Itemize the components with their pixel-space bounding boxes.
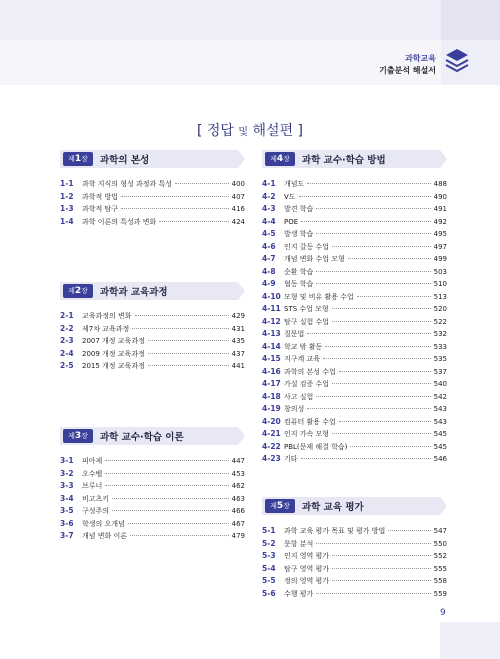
toc-number: 3-2 [60,468,74,478]
toc-entry[interactable] [262,242,447,255]
toc-entry[interactable] [60,494,245,507]
toc-title: 발생 학습 [284,230,314,238]
toc-number: 4-2 [262,191,276,201]
toc-page: 463 [231,494,245,503]
toc-number: 3-7 [60,531,74,540]
brand-line2: 기출분석 해설서 [379,66,436,75]
toc-number: 4-18 [262,391,281,401]
toc-page: 499 [433,255,447,263]
toc-number: 4-16 [262,366,281,376]
toc-page: 492 [433,217,447,226]
toc-title: 탐구 영역 평가 [284,564,330,573]
toc-leader [135,315,229,316]
toc-title: 인지 갈등 수업 [284,242,330,251]
toc-entry[interactable] [262,576,447,589]
toc-entry[interactable] [60,506,245,519]
toc-title: 과학 교육 평가 목표 및 평가 방법 [284,527,386,535]
toc-entry[interactable] [262,254,447,267]
toc-number: 4-12 [262,316,281,326]
toc-number: 2-3 [60,336,74,345]
toc-title: 질문법 [284,330,305,338]
toc-page: 490 [433,192,447,201]
toc-number: 4-20 [262,416,281,426]
toc-page: 550 [433,539,447,548]
toc-number: 4-5 [262,229,276,238]
toc-number: 4-11 [262,304,281,313]
toc-leader [339,421,431,422]
toc-page: 431 [231,324,245,333]
toc-leader [388,530,430,531]
toc-leader [332,308,431,309]
title-main: 정답 [206,123,239,139]
toc-page: 545 [433,430,447,438]
toc-number: 4-8 [262,266,276,276]
title-rest: 해설편 ] [248,123,304,139]
toc-leader [159,221,228,222]
toc-leader [316,543,430,544]
toc-page: 416 [231,205,245,213]
toc-number: 5-1 [262,526,276,535]
toc-leader [121,208,229,209]
toc-leader [332,321,431,322]
toc-entry[interactable] [60,361,245,374]
toc-leader [332,383,431,384]
toc-page: 547 [433,527,447,535]
chapter-5-header [262,497,447,515]
toc-title: PBL(문제 해결 학습) [284,442,348,451]
toc-page: 441 [231,362,245,370]
toc-entry[interactable] [262,317,447,330]
chapter-2-header [60,282,245,300]
toc-leader [316,233,430,234]
toc-leader [307,333,430,334]
toc-entry[interactable] [262,342,447,355]
top-right-band [441,0,500,40]
toc-entry[interactable] [60,349,245,362]
toc-number: 3-6 [60,518,74,528]
toc-title: POE [284,217,299,226]
toc-page: 479 [231,532,245,540]
toc-number: 1-4 [60,216,74,226]
toc-page: 543 [433,405,447,413]
toc-entry[interactable] [262,304,447,317]
chapter-title: 과학 교육 평가 [302,502,364,513]
chapter-badge: 제2장 [68,286,88,296]
toc-number: 1-2 [60,191,74,201]
toc-entry[interactable] [60,456,245,469]
toc-title: 개념 변화 이론 [82,532,128,540]
toc-entry[interactable] [262,367,447,380]
toc-entry[interactable] [60,531,245,544]
toc-number: 3-5 [60,506,74,515]
toc-page: 559 [433,589,447,598]
toc-leader [148,340,229,341]
page-number: 9 [440,608,446,618]
toc-number: 4-3 [262,204,276,213]
toc-entry[interactable] [262,392,447,405]
toc-title: 개념도 [284,180,305,188]
toc-title: 브루너 [82,482,103,490]
toc-entry[interactable] [262,267,447,280]
toc-number: 4-10 [262,291,281,301]
chapter-badge: 제5장 [270,501,290,511]
toc-title: 교육과정의 변화 [82,312,132,320]
toc-page: 520 [433,305,447,313]
toc-title: 순환 학습 [284,267,314,276]
toc-leader [339,371,431,372]
toc-number: 4-7 [262,254,276,263]
toc-title: 가설 검증 수업 [284,380,330,388]
toc-entry[interactable] [262,329,447,342]
toc-page: 510 [433,280,447,288]
toc-page: 437 [231,349,245,358]
chapter-3-header [60,427,245,445]
toc-number: 4-22 [262,441,281,451]
toc-page: 467 [231,519,245,528]
toc-page: 453 [231,469,245,478]
toc-page: 513 [433,292,447,301]
toc-entry[interactable] [262,539,447,552]
toc-entry[interactable] [262,429,447,442]
toc-title: 탐구 실험 수업 [284,317,330,326]
toc-leader [332,433,431,434]
toc-page: 400 [231,180,245,188]
toc-title: 협동 학습 [284,280,314,288]
top-band [0,0,500,40]
toc-page: 540 [433,380,447,388]
chapter-2-list [60,311,245,374]
toc-entry[interactable] [262,379,447,392]
toc-entry[interactable] [262,204,447,217]
toc-page: 558 [433,577,447,585]
toc-leader [105,485,228,486]
toc-title: 과학적 방법 [82,192,119,201]
toc-page: 552 [433,552,447,560]
toc-entry[interactable] [60,481,245,494]
toc-title: 개념 변화 수업 모형 [284,255,345,263]
toc-number: 2-5 [60,361,74,370]
toc-number: 1-1 [60,179,74,188]
chapter-badge: 제1장 [68,154,88,164]
toc-entry[interactable] [262,526,447,539]
toc-number: 2-2 [60,323,74,333]
toc-title: 2007 개정 교육과정 [82,337,145,345]
page-title [0,120,500,140]
toc-page: 447 [231,457,245,465]
toc-entry[interactable] [262,442,447,455]
toc-title: 창의성 [284,405,305,413]
toc-leader [130,535,229,536]
toc-entry[interactable] [262,279,447,292]
toc-number: 4-23 [262,454,281,463]
toc-title: 오수벨 [82,469,103,478]
toc-title: 제7차 교육과정 [82,324,130,333]
chapter-badge: 제4장 [270,154,290,164]
toc-page: 546 [433,455,447,463]
toc-leader [348,258,431,259]
toc-title: 수행 평가 [284,589,314,598]
toc-number: 4-19 [262,404,281,413]
toc-leader [332,580,431,581]
toc-leader [316,271,430,272]
toc-number: 4-14 [262,341,281,351]
toc-leader [316,396,430,397]
toc-number: 4-6 [262,241,276,251]
toc-title: 비고츠키 [82,494,110,503]
toc-number: 2-1 [60,311,74,320]
toc-leader [148,353,229,354]
toc-title: 인지 영역 평가 [284,552,330,560]
toc-number: 3-4 [60,493,74,503]
brand-line1: 과학교육 [405,54,436,63]
toc-entry[interactable] [262,354,447,367]
toc-entry[interactable] [60,469,245,482]
toc-leader [299,196,431,197]
toc-page: 522 [433,317,447,326]
toc-leader [112,498,229,499]
chapter-title: 과학 교수·학습 이론 [100,432,184,443]
toc-page: 545 [433,442,447,451]
toc-title: 피아제 [82,457,103,465]
toc-leader [132,328,228,329]
toc-leader [128,523,229,524]
toc-entry[interactable] [262,417,447,430]
toc-leader [301,221,430,222]
toc-number: 3-1 [60,456,74,465]
toc-number: 5-6 [262,588,276,598]
toc-title: 컴퓨터 활용 수업 [284,417,336,426]
toc-number: 4-1 [262,179,276,188]
header-band [0,40,441,85]
title-small: 및 [238,127,249,138]
toc-page: 424 [231,217,245,226]
toc-page: 407 [231,192,245,201]
chapter-1-list [60,179,245,229]
toc-title: 2009 개정 교육과정 [82,349,145,358]
toc-number: 5-5 [262,576,276,585]
toc-page: 466 [231,507,245,515]
toc-leader [357,296,431,297]
toc-entry[interactable] [262,589,447,602]
toc-leader [350,446,430,447]
toc-leader [325,346,430,347]
toc-page: 497 [433,242,447,251]
toc-title: 과학 이론의 특성과 변화 [82,217,157,226]
toc-leader [332,568,431,569]
toc-page: 533 [433,342,447,351]
toc-leader [121,196,229,197]
toc-entry[interactable] [262,564,447,577]
toc-entry[interactable] [262,292,447,305]
footer-band [440,622,500,659]
toc-entry[interactable] [262,217,447,230]
toc-number: 3-3 [60,481,74,490]
toc-page: 435 [231,337,245,345]
title-bracket-open: [ [196,123,207,139]
toc-leader [316,593,430,594]
toc-leader [105,473,228,474]
toc-page: 491 [433,205,447,213]
toc-number: 4-13 [262,329,281,338]
toc-title: 문항 분석 [284,539,314,548]
toc-number: 5-2 [262,538,276,548]
toc-title: 모형 및 비유 활용 수업 [284,292,354,301]
toc-title: 학교 밖 활동 [284,342,323,351]
toc-leader [301,458,431,459]
chapter-1-header [60,150,245,168]
toc-leader [175,183,229,184]
chapter-4-list [262,179,447,467]
toc-number: 4-9 [262,279,276,288]
toc-page: 429 [231,312,245,320]
toc-leader [316,208,430,209]
toc-leader [307,183,430,184]
toc-number: 4-17 [262,379,281,388]
toc-title: V도 [284,192,296,201]
toc-entry[interactable] [262,179,447,192]
chapter-4-header [262,150,447,168]
toc-entry[interactable] [60,324,245,337]
layers-logo-icon [445,48,469,74]
toc-entry[interactable] [60,179,245,192]
toc-entry[interactable] [60,192,245,205]
toc-page: 542 [433,392,447,401]
toc-entry[interactable] [60,519,245,532]
toc-leader [332,555,431,556]
chapter-title: 과학 교수·학습 방법 [302,155,386,166]
toc-title: 과학적 탐구 [82,205,119,213]
toc-entry[interactable] [60,336,245,349]
toc-title: STS 수업 모형 [284,305,329,313]
toc-page: 495 [433,230,447,238]
chapter-3-list [60,456,245,544]
toc-leader [307,408,430,409]
toc-title: 기타 [284,455,298,463]
chapter-title: 과학과 교육과정 [100,287,168,298]
toc-leader [323,358,431,359]
toc-page: 532 [433,330,447,338]
toc-page: 462 [231,482,245,490]
toc-page: 535 [433,355,447,363]
toc-leader [316,283,430,284]
toc-title: 사고 실험 [284,392,314,401]
toc-title: 2015 개정 교육과정 [82,362,145,370]
toc-title: 인지 가속 모형 [284,430,330,438]
toc-entry[interactable] [262,192,447,205]
toc-number: 4-21 [262,429,281,438]
toc-page: 555 [433,564,447,573]
toc-number: 5-4 [262,563,276,573]
toc-title: 과학의 본성 수업 [284,367,336,376]
toc-entry[interactable] [262,454,447,467]
toc-title: 발견 학습 [284,205,314,213]
chapter-5-list [262,526,447,601]
toc-number: 5-3 [262,551,276,560]
toc-entry[interactable] [60,217,245,230]
toc-title: 과학 지식의 형성 과정과 특성 [82,180,173,188]
toc-title: 지구계 교육 [284,355,321,363]
chapter-title: 과학의 본성 [100,155,150,166]
chapter-badge: 제3장 [68,431,88,441]
brand-label [379,53,436,77]
toc-entry[interactable] [60,311,245,324]
toc-page: 537 [433,367,447,376]
toc-number: 4-4 [262,216,276,226]
toc-page: 503 [433,267,447,276]
toc-number: 2-4 [60,348,74,358]
toc-number: 1-3 [60,204,74,213]
toc-page: 543 [433,417,447,426]
toc-entry[interactable] [262,551,447,564]
toc-leader [112,510,229,511]
toc-entry[interactable] [60,204,245,217]
toc-leader [105,460,228,461]
toc-page: 488 [433,180,447,188]
toc-leader [148,365,229,366]
toc-entry[interactable] [262,229,447,242]
toc-title: 정의 영역 평가 [284,577,330,585]
toc-leader [332,246,431,247]
toc-title: 학생의 오개념 [82,519,125,528]
toc-title: 구성주의 [82,507,110,515]
toc-entry[interactable] [262,404,447,417]
toc-number: 4-15 [262,354,281,363]
